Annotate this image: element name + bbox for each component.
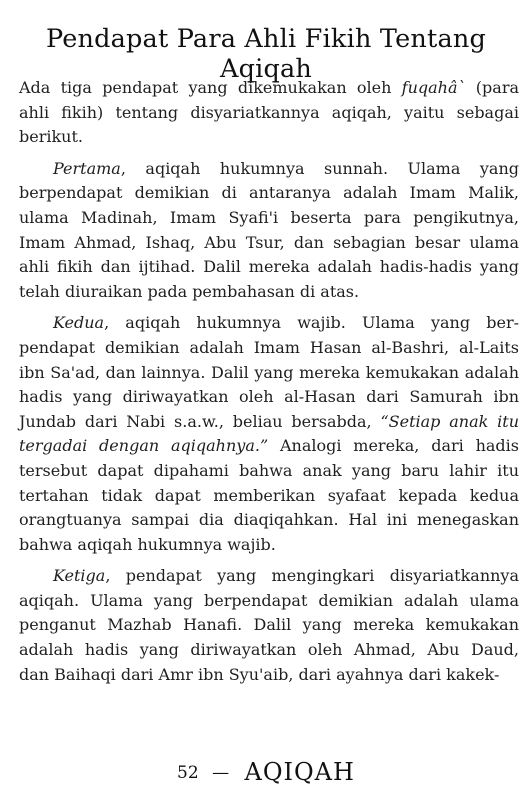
text-run: , aqiqah hukumnya wajib. Ulama yang ber- — [104, 313, 519, 333]
footer-separator: — — [212, 763, 230, 783]
italic-run: Kedua — [53, 313, 105, 333]
page-title: Pendapat Para Ahli Fikih Tentang Aqiqah — [45, 24, 487, 84]
text-run: tersebut dapat dipahami bahwa anak yang baru lahir itu — [19, 460, 519, 480]
text-run: Imam Ahmad, Ishaq, Abu Tsur, dan sebagian besar ulama — [19, 232, 519, 252]
text-line — [19, 336, 519, 361]
text-run: orangtuanya sampai dia diaqiqahkan. Hal ini menegaskan — [19, 510, 519, 530]
text-run: Ada tiga pendapat yang dikemukakan oleh — [19, 78, 402, 97]
book-logo: AQIQAH — [244, 758, 355, 786]
text-line — [19, 508, 519, 533]
paragraph — [19, 76, 519, 150]
text-line — [19, 361, 519, 386]
text-run: berpendapat demikian di antaranya adalah Imam Malik, — [19, 183, 519, 203]
text-run: ibn Sa'ad, dan lainnya. Dalil yang mereka kemukakan adalah — [19, 362, 519, 382]
text-run: aqiqah. Ulama yang berpendapat demikian adalah ulama — [19, 590, 519, 610]
text-line — [19, 385, 519, 410]
text-run: ahli fikih) tentang disyariatkannya aqiqah, yaitu sebagai — [19, 102, 519, 122]
text-line — [19, 206, 519, 231]
text-run: (para — [465, 78, 520, 97]
text-line — [19, 564, 519, 589]
text-line — [19, 255, 519, 280]
text-run: adalah hadis yang diriwayatkan oleh Ahmad, Abu Daud, — [19, 640, 519, 660]
text-line — [19, 125, 519, 150]
text-line — [19, 459, 519, 484]
text-line — [19, 231, 519, 256]
text-run: Jundab dari Nabi s.a.w., beliau bersabda, — [19, 411, 381, 431]
text-line — [19, 663, 519, 688]
page-number: 52 — [177, 763, 199, 783]
text-run: tertahan tidak dapat memberikan syafaat kepada kedua — [19, 485, 519, 505]
text-line — [19, 76, 519, 101]
text-line — [19, 101, 519, 126]
text-run: , pendapat yang mengingkari disyariatkannya — [105, 566, 519, 586]
italic-run: Ketiga — [53, 566, 106, 586]
italic-run: tergadai dengan aqiqahnya.” — [19, 436, 269, 456]
text-run: ahli fikih dan ijtihad. Dalil mereka adalah hadis-hadis yang — [19, 257, 519, 277]
body-text — [19, 76, 519, 694]
text-line — [19, 434, 519, 459]
text-line — [19, 311, 519, 336]
text-run: penganut Mazhab Hanafi. Dalil yang mereka kemukakan — [19, 615, 519, 635]
text-line — [19, 410, 519, 435]
text-line — [19, 638, 519, 663]
text-run: dan Baihaqi dari Amr ibn Syu'aib, dari ayahnya dari kakek- — [19, 664, 500, 684]
text-run: pendapat demikian adalah Imam Hasan al-Bashri, al-Laits — [19, 337, 519, 357]
text-line — [19, 484, 519, 509]
text-run: , aqiqah hukumnya sunnah. Ulama yang — [120, 158, 519, 178]
text-run: bahwa aqiqah hukumnya wajib. — [19, 534, 276, 554]
italic-run: Pertama — [53, 158, 121, 178]
text-run: Analogi mereka, dari hadis — [268, 436, 519, 456]
text-line — [19, 589, 519, 614]
text-run: ulama Madinah, Imam Syafi'i beserta para pengikutnya, — [19, 207, 519, 227]
text-line — [19, 533, 519, 558]
text-run: berikut. — [19, 127, 83, 147]
text-run: telah diuraikan pada pembahasan di atas. — [19, 281, 360, 301]
page-footer — [0, 758, 532, 786]
text-line — [19, 181, 519, 206]
italic-run: fuqahâ` — [401, 78, 466, 97]
text-line — [19, 157, 519, 182]
italic-run: “Setiap anak itu — [380, 411, 520, 431]
text-run: hadis yang diriwayatkan oleh al-Hasan dari Samurah ibn — [19, 387, 519, 407]
paragraph — [19, 564, 519, 687]
text-line — [19, 280, 519, 305]
text-line — [19, 613, 519, 638]
paragraph — [19, 311, 519, 557]
paragraph — [19, 157, 519, 305]
